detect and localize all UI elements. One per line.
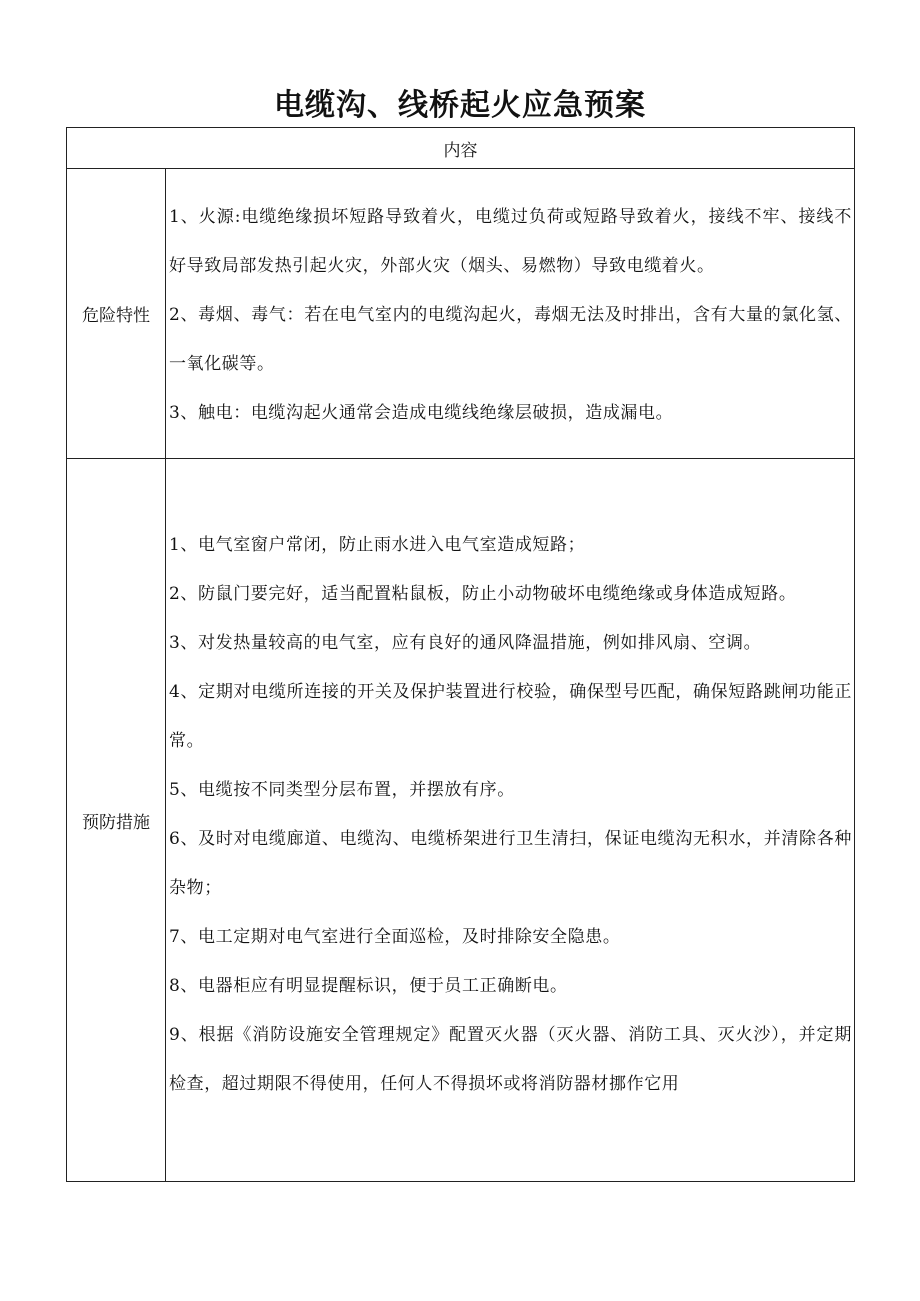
prevention-item: 1、电气室窗户常闭，防止雨水进入电气室造成短路； (169, 535, 586, 555)
hazard-content (166, 169, 855, 459)
table-header-cell: 内容 (67, 128, 855, 169)
prevention-item: 8、电器柜应有明显提醒标识，便于员工正确断电。 (169, 976, 568, 996)
hazard-row (67, 169, 855, 459)
prevention-content (166, 459, 855, 1182)
prevention-item: 9、根据《消防设施安全管理规定》配置灭火器（灭火器、消防工具、灭火沙），并定期检查，超过期限不得使用，任何人不得损坏或将消防器材挪作它用 (169, 1025, 852, 1094)
document-title: 电缆沟、线桥起火应急预案 (274, 88, 646, 123)
prevention-item: 7、电工定期对电气室进行全面巡检，及时排除安全隐患。 (169, 927, 621, 947)
table-header-row (67, 128, 855, 169)
hazard-item: 3、触电：电缆沟起火通常会造成电缆线绝缘层破损，造成漏电。 (169, 403, 674, 423)
hazard-label: 危险特性 (67, 169, 166, 459)
emergency-plan-table (66, 127, 855, 1182)
prevention-item: 3、对发热量较高的电气室，应有良好的通风降温措施，例如排风扇、空调。 (169, 633, 762, 653)
prevention-label: 预防措施 (67, 459, 166, 1182)
prevention-row (67, 459, 855, 1182)
hazard-item: 1、火源:电缆绝缘损坏短路导致着火，电缆过负荷或短路导致着火，接线不牢、接线不好导致局部发热引起火灾，外部火灾（烟头、易燃物）导致电缆着火。 (169, 207, 852, 276)
prevention-item: 2、防鼠门要完好，适当配置粘鼠板，防止小动物破坏电缆绝缘或身体造成短路。 (169, 584, 797, 604)
hazard-item: 2、毒烟、毒气：若在电气室内的电缆沟起火，毒烟无法及时排出，含有大量的氯化氢、一氧化碳等。 (169, 305, 852, 374)
prevention-item: 4、定期对电缆所连接的开关及保护装置进行校验，确保型号匹配，确保短路跳闸功能正常。 (169, 682, 852, 751)
prevention-item: 6、及时对电缆廊道、电缆沟、电缆桥架进行卫生清扫，保证电缆沟无积水，并清除各种杂物； (169, 829, 852, 898)
prevention-item: 5、电缆按不同类型分层布置，并摆放有序。 (169, 780, 515, 800)
